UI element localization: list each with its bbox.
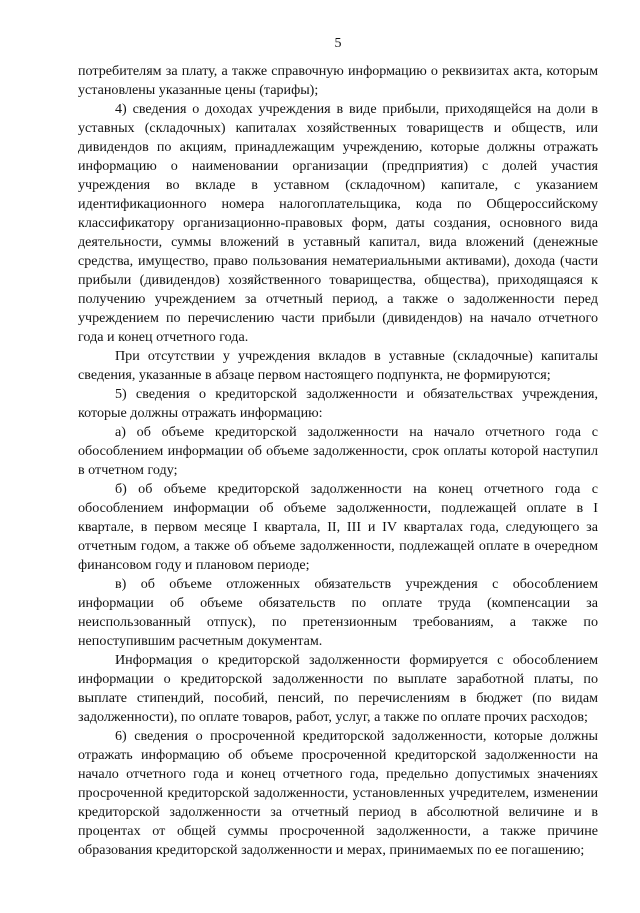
paragraph-item-5a: а) об объеме кредиторской задолженности на начало отчетного года с обособлением информации об объеме задолженности, срок оплаты которой наступил в отчетном году;	[78, 424, 598, 478]
paragraph-item-5b: б) об объеме кредиторской задолженности на конец отчетного года с обособлением информации об объеме задолженности, подлежащей оплате в I квартале, в первом месяце I квартала, II, III и IV кварталах года, следующего за отчетным годом, а также об объеме задолженности, подлежащей оплате в очередном финансовом году и плановом периоде;	[78, 481, 598, 573]
document-body	[78, 62, 598, 860]
page-number: 5	[334, 36, 342, 51]
paragraph-item-5v: в) об объеме отложенных обязательств учреждения с обособлением информации об объеме обязательств по оплате труда (компенсации за неиспользованный отпуск), по претензионным требованиям, а также по непоступившим расчетным документам.	[78, 576, 598, 649]
paragraph-creditor-info: Информация о кредиторской задолженности формируется с обособлением информации о кредиторской задолженности по выплате заработной платы, по выплате стипендий, пособий, пенсий, по перечислениям в бюджет (по видам задолженности), по оплате товаров, работ, услуг, а также по оплате прочих расходов;	[78, 652, 598, 725]
paragraph-continuation: потребителям за плату, а также справочную информацию о реквизитах акта, которым установлены указанные цены (тарифы);	[78, 63, 598, 98]
paragraph-item-4: 4) сведения о доходах учреждения в виде прибыли, приходящейся на доли в уставных (складочных) капиталах хозяйственных товариществ и обществ, или дивидендов по акциям, принадлежащим учреждению, которые должны отражать информацию о наименовании организации (предприятия) с долей участия учреждения во вкладе в уставном (складочном) капитале, с указанием идентификационного номера налогоплательщика, кода по Общероссийскому классификатору организационно-правовых форм, даты создания, основного вида деятельности, суммы вложений в уставный капитал, вида вложений (денежные средства, имущество, право пользования нематериальными активами), дохода (части прибыли (дивидендов) хозяйственного товарищества, общества), приходящаяся к получению учреждением за отчетный период, а также о задолженности перед учреждением по перечислению части прибыли (дивидендов) на начало отчетного года и конец отчетного года.	[78, 101, 598, 345]
paragraph-item-6: 6) сведения о просроченной кредиторской задолженности, которые должны отражать информацию об объеме просроченной кредиторской задолженности на начало отчетного года и конец отчетного года, предельно допустимых значениях просроченной кредиторской задолженности, установленных учредителем, изменении кредиторской задолженности за отчетный период в абсолютной величине и в процентах от общей суммы просроченной задолженности, а также причине образования кредиторской задолженности и мерах, принимаемых по ее погашению;	[78, 728, 598, 858]
paragraph-no-investments: При отсутствии у учреждения вкладов в уставные (складочные) капиталы сведения, указанные в абзаце первом настоящего подпункта, не формируются;	[78, 348, 598, 383]
paragraph-item-5: 5) сведения о кредиторской задолженности и обязательствах учреждения, которые должны отражать информацию:	[78, 386, 598, 421]
